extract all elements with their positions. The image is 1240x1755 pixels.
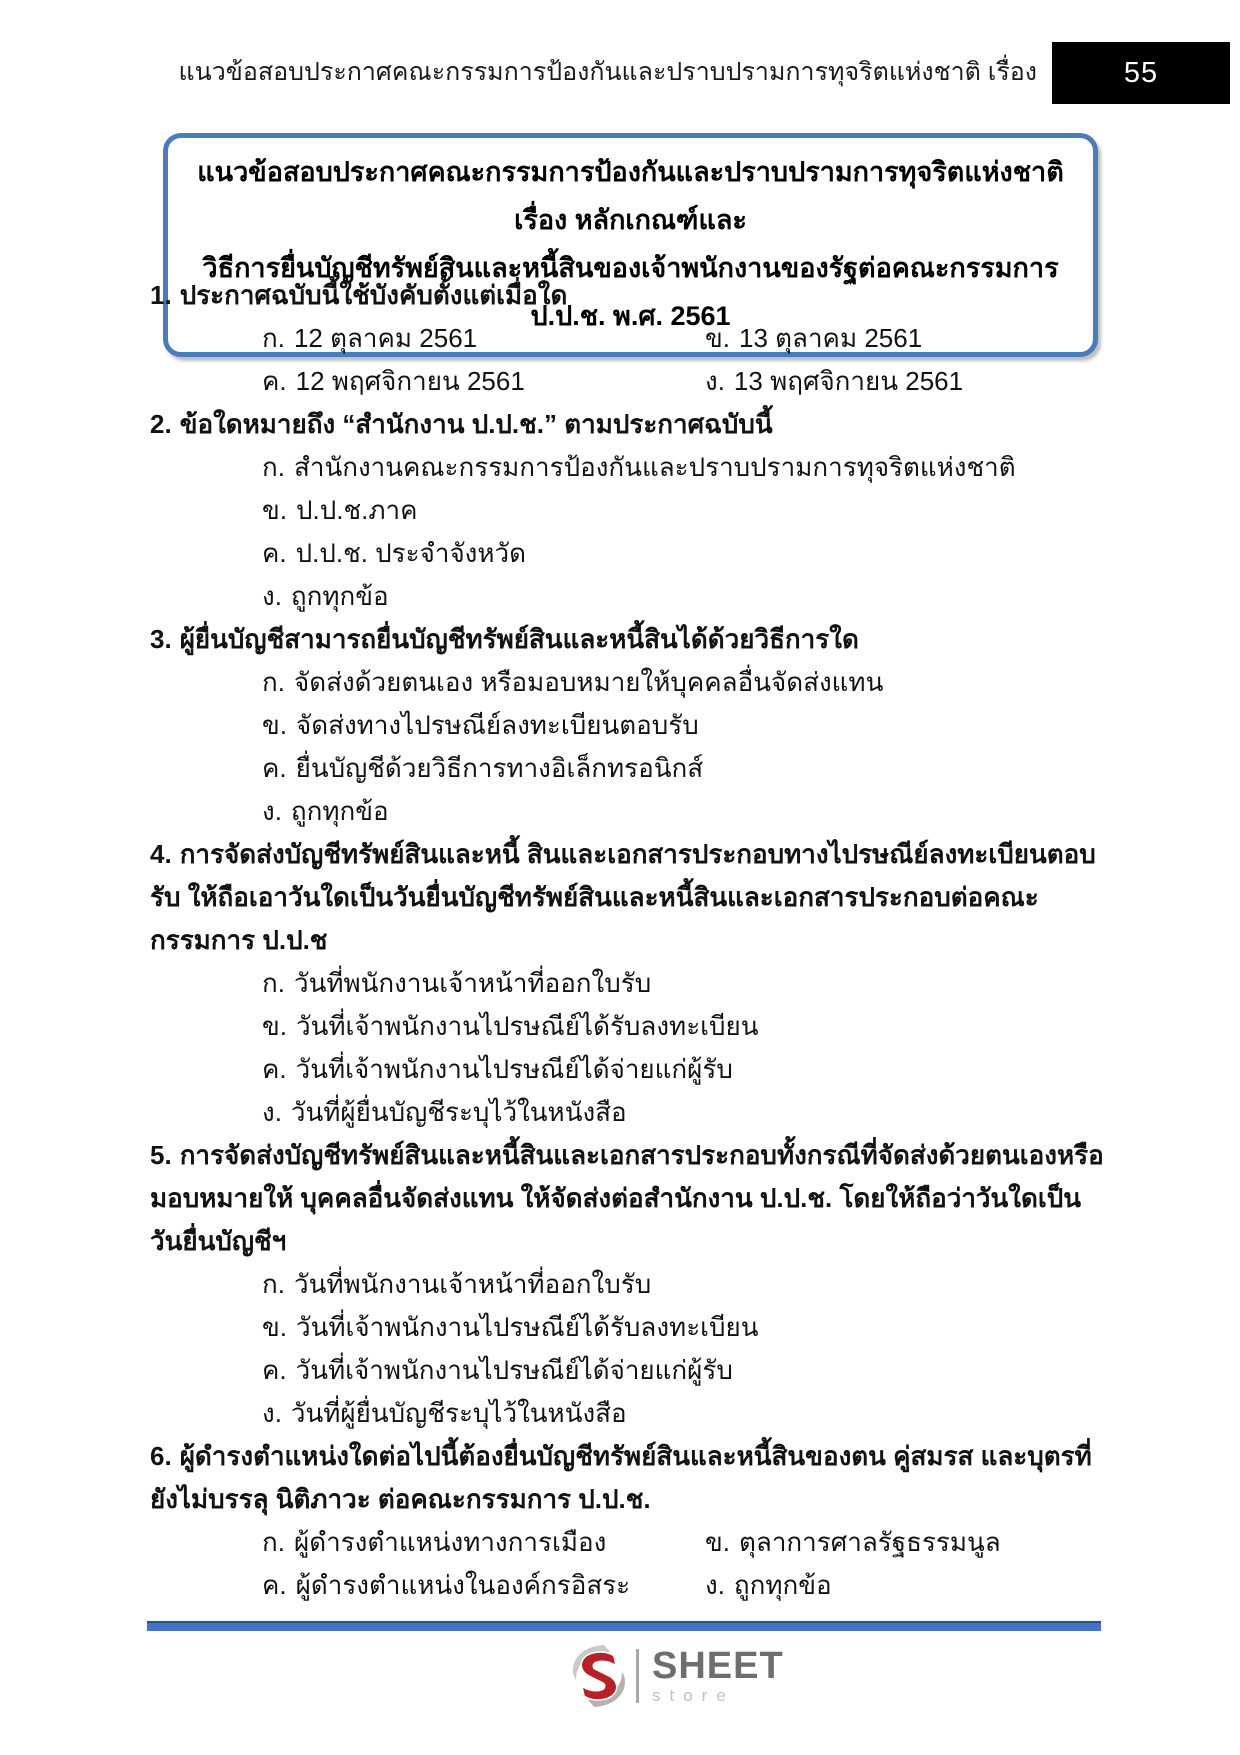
option-c: ค. ผู้ดำรงตำแหน่งในองค์กรอิสระ: [262, 1570, 631, 1600]
option-b: ข. ป.ป.ช.ภาค: [262, 495, 418, 525]
options: [150, 446, 1108, 618]
option-a: ก. สำนักงานคณะกรรมการป้องกันและปราบปรามการทุจริตแห่งชาติ: [262, 452, 1016, 482]
option-b: ข. จัดส่งทางไปรษณีย์ลงทะเบียนตอบรับ: [262, 710, 699, 740]
logo-text: [652, 1644, 784, 1706]
option-c: ค. 12 พฤศจิกายน 2561: [262, 366, 525, 396]
options: [150, 661, 1108, 833]
option-d: ง. วันที่ผู้ยื่นบัญชีระบุไว้ในหนังสือ: [262, 1398, 627, 1428]
option-b: ข. วันที่เจ้าพนักงานไปรษณีย์ได้รับลงทะเบียน: [262, 1312, 759, 1342]
exam-title-line-1: แนวข้อสอบประกาศคณะกรรมการป้องกันและปราบปรามการทุจริตแห่งชาติ เรื่อง หลักเกณฑ์และ: [197, 157, 1064, 235]
questions-list: [150, 274, 1108, 1607]
question-text: 4. การจัดส่งบัญชีทรัพย์สินและหนี้ สินและเอกสารประกอบทางไปรษณีย์ลงทะเบียนตอบรับ ให้ถือเอาวันใดเป็นวันยื่นบัญชีทรัพย์สินและหนี้สินและเอกสารประกอบต่อคณะกรรมการ ป.ป.ช: [150, 839, 1096, 955]
question-number: 5.: [150, 1140, 172, 1170]
footer-logo: [570, 1644, 784, 1708]
option-b: ข. 13 ตุลาคม 2561: [705, 323, 923, 353]
question-text: 5. การจัดส่งบัญชีทรัพย์สินและหนี้สินและเอกสารประกอบทั้งกรณีที่จัดส่งด้วยตนเองหรือมอบหมายให้ บุคคลอื่นจัดส่งแทน ให้จัดส่งต่อสำนักงาน ป.ป.ช. โดยให้ถือว่าวันใดเป็นวันยื่นบัญชีฯ: [150, 1140, 1104, 1256]
question-block-4: [150, 833, 1108, 1134]
question-block-2: [150, 403, 1108, 618]
option-c: ค. ยื่นบัญชีด้วยวิธีการทางอิเล็กทรอนิกส์: [262, 753, 704, 783]
running-header-title: แนวข้อสอบประกาศคณะกรรมการป้องกันและปราบปรามการทุจริตแห่งชาติ เรื่อง: [178, 58, 1037, 86]
question-number: 6.: [150, 1441, 172, 1471]
brand-name: SHEET: [652, 1644, 784, 1687]
question-number: 4.: [150, 839, 172, 869]
option-a: ก. วันที่พนักงานเจ้าหน้าที่ออกใบรับ: [262, 1269, 652, 1299]
option-d: ง. 13 พฤศจิกายน 2561: [705, 366, 964, 396]
question-text: 1. ประกาศฉบับนี้ใช้บังคับตั้งแต่เมื่อใด: [150, 280, 568, 310]
option-d: ง. ถูกทุกข้อ: [262, 796, 389, 826]
question-text: 3. ผู้ยื่นบัญชีสามารถยื่นบัญชีทรัพย์สินและหนี้สินได้ด้วยวิธีการใด: [150, 624, 859, 654]
option-c: ค. ป.ป.ช. ประจำจังหวัด: [262, 538, 526, 568]
options: [150, 1263, 1108, 1435]
question-block-3: [150, 618, 1108, 833]
page-number-box: [1052, 42, 1230, 104]
question-number: 2.: [150, 409, 172, 439]
options: [150, 1521, 1108, 1607]
question-block-1: [150, 274, 1108, 403]
option-d: ง. ถูกทุกข้อ: [262, 581, 389, 611]
option-d: ง. ถูกทุกข้อ: [705, 1570, 832, 1600]
option-a: ก. 12 ตุลาคม 2561: [262, 323, 478, 353]
footer-divider: [147, 1621, 1101, 1631]
option-b: ข. ตุลาการศาลรัฐธรรมนูล: [705, 1527, 1001, 1557]
option-c: ค. วันที่เจ้าพนักงานไปรษณีย์ได้จ่ายแก่ผู้รับ: [262, 1054, 733, 1084]
options: [150, 962, 1108, 1134]
question-text: 2. ข้อใดหมายถึง “สำนักงาน ป.ป.ช.” ตามประกาศฉบับนี้: [150, 409, 773, 439]
option-b: ข. วันที่เจ้าพนักงานไปรษณีย์ได้รับลงทะเบียน: [262, 1011, 759, 1041]
option-d: ง. วันที่ผู้ยื่นบัญชีระบุไว้ในหนังสือ: [262, 1097, 627, 1127]
question-text: 6. ผู้ดำรงตำแหน่งใดต่อไปนี้ต้องยื่นบัญชีทรัพย์สินและหนี้สินของตน คู่สมรส และบุตรที่ยังไม่บรรลุ นิติภาวะ ต่อคณะกรรมการ ป.ป.ช.: [150, 1441, 1092, 1514]
option-c: ค. วันที่เจ้าพนักงานไปรษณีย์ได้จ่ายแก่ผู้รับ: [262, 1355, 733, 1385]
brand-subtitle: store: [652, 1685, 735, 1705]
question-block-5: [150, 1134, 1108, 1435]
page-number: 55: [1123, 56, 1159, 89]
sheet-store-s-icon: [570, 1644, 628, 1708]
question-number: 3.: [150, 624, 172, 654]
logo-divider: [636, 1649, 639, 1703]
question-number: 1.: [150, 280, 172, 310]
options: [150, 317, 1108, 403]
option-a: ก. วันที่พนักงานเจ้าหน้าที่ออกใบรับ: [262, 968, 652, 998]
question-block-6: [150, 1435, 1108, 1607]
exam-title-line-2: วิธีการยื่นบัญชีทรัพย์สินและหนี้สินของเจ้าพนักงานของรัฐต่อคณะกรรมการ ป.ป.ช. พ.ศ. 2561: [202, 253, 1059, 331]
option-a: ก. จัดส่งด้วยตนเอง หรือมอบหมายให้บุคคลอื่นจัดส่งแทน: [262, 667, 884, 697]
option-a: ก. ผู้ดำรงตำแหน่งทางการเมือง: [262, 1527, 607, 1557]
